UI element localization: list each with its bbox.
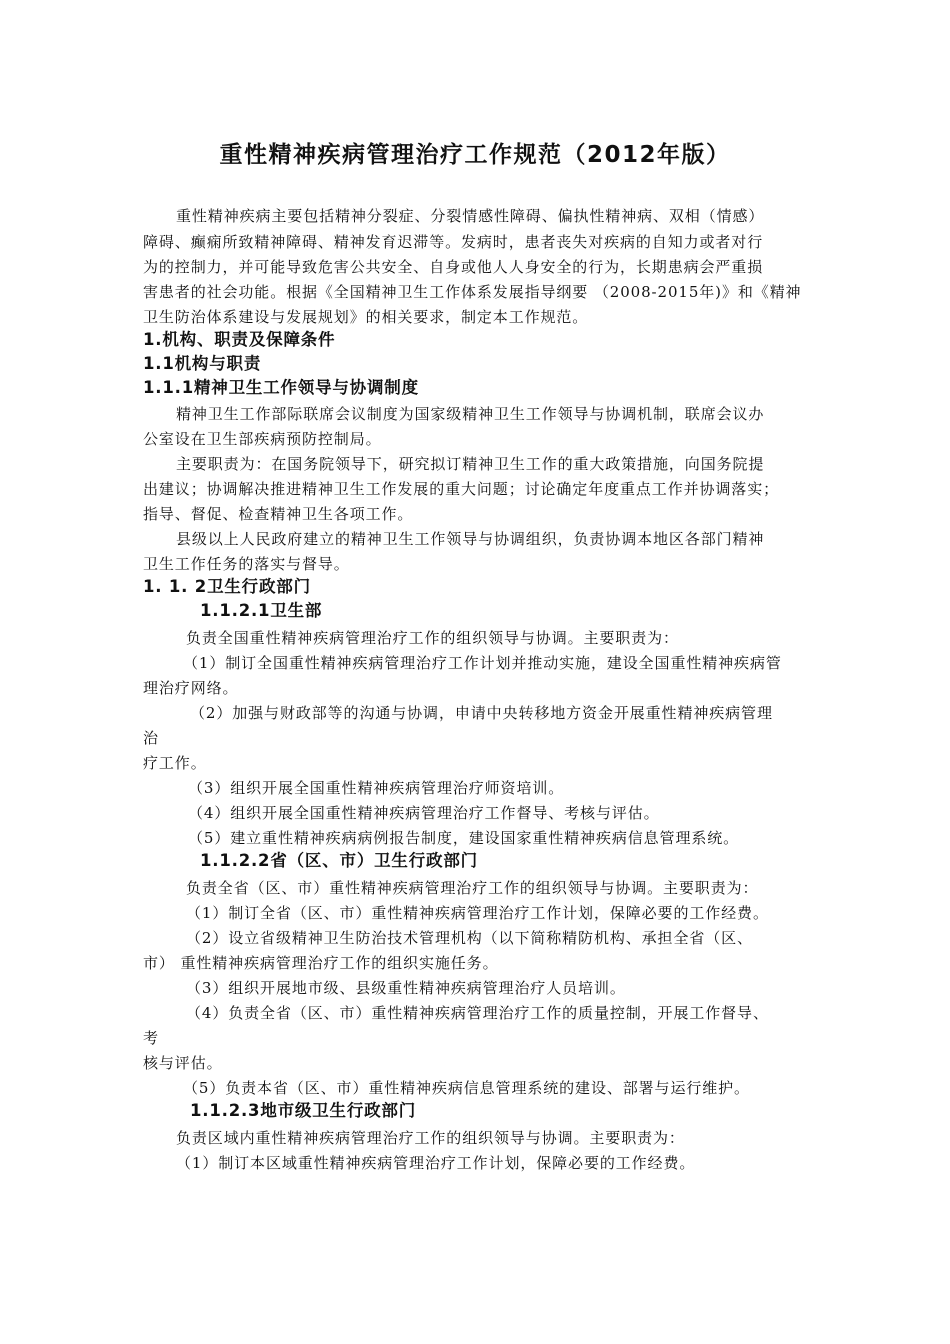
body-line: （5）负责本省（区、市）重性精神疾病信息管理系统的建设、部署与运行维护。: [183, 1079, 750, 1097]
body-line: （1）制订全国重性精神疾病管理治疗工作计划并推动实施，建设全国重性精神疾病管: [183, 654, 782, 672]
body-line: （3）组织开展全国重性精神疾病管理治疗师资培训。: [188, 779, 565, 797]
body-line: （4）负责全省（区、市）重性精神疾病管理治疗工作的质量控制，开展工作督导、: [186, 1004, 769, 1022]
intro-line: 障碍、癫痫所致精神障碍、精神发育迟滞等。发病时，患者丧失对疾病的自知力或者对行: [143, 233, 764, 251]
body-line: 主要职责为：在国务院领导下，研究拟订精神卫生工作的重大政策措施，向国务院提: [176, 455, 765, 473]
body-line: 指导、督促、检查精神卫生各项工作。: [143, 505, 414, 523]
section-heading-1-1-2-2: 1.1.2.2省（区、市）卫生行政部门: [200, 851, 478, 870]
body-line: （2）设立省级精神卫生防治技术管理机构（以下简称精防机构、承担全省（区、: [186, 929, 753, 947]
intro-line: 害患者的社会功能。根据《全国精神卫生工作体系发展指导纲要 （2008-2015年)》和《精神: [143, 283, 802, 301]
body-line: 卫生工作任务的落实与督导。: [143, 555, 350, 573]
body-line: 理治疗网络。: [143, 679, 239, 697]
body-line: 考: [143, 1029, 159, 1047]
intro-line: 重性精神疾病主要包括精神分裂症、分裂情感性障碍、偏执性精神病、双相（情感）: [176, 207, 765, 225]
body-line: 精神卫生工作部际联席会议制度为国家级精神卫生工作领导与协调机制，联席会议办: [176, 405, 765, 423]
body-line: 出建议；协调解决推进精神卫生工作发展的重大问题；讨论确定年度重点工作并协调落实；: [143, 480, 780, 498]
body-line: 公室设在卫生部疾病预防控制局。: [143, 430, 382, 448]
body-line: （2）加强与财政部等的沟通与协调，申请中央转移地方资金开展重性精神疾病管理: [190, 704, 773, 722]
section-heading-1: 1.机构、职责及保障条件: [143, 330, 336, 349]
body-line: 负责全省（区、市）重性精神疾病管理治疗工作的组织领导与协调。主要职责为：: [186, 879, 759, 897]
body-line: （4）组织开展全国重性精神疾病管理治疗工作督导、考核与评估。: [188, 804, 660, 822]
section-heading-1-1-2: 1. 1. 2卫生行政部门: [143, 577, 311, 596]
intro-line: 为的控制力，并可能导致危害公共安全、自身或他人人身安全的行为，长期患病会严重损: [143, 258, 764, 276]
body-line: 县级以上人民政府建立的精神卫生工作领导与协调组织，负责协调本地区各部门精神: [176, 530, 765, 548]
intro-line: 卫生防治体系建设与发展规划》的相关要求，制定本工作规范。: [143, 308, 589, 326]
body-line: 疗工作。: [143, 754, 207, 772]
body-line: （5）建立重性精神疾病病例报告制度，建设国家重性精神疾病信息管理系统。: [188, 829, 740, 847]
section-heading-1-1-1: 1.1.1精神卫生工作领导与协调制度: [143, 378, 419, 397]
body-line: （1）制订全省（区、市）重性精神疾病管理治疗工作计划，保障必要的工作经费。: [186, 904, 769, 922]
body-line: 负责全国重性精神疾病管理治疗工作的组织领导与协调。主要职责为：: [186, 629, 679, 647]
section-heading-1-1-2-1: 1.1.2.1卫生部: [200, 601, 323, 620]
body-line: 负责区域内重性精神疾病管理治疗工作的组织领导与协调。主要职责为：: [176, 1129, 685, 1147]
section-heading-1-1-2-3: 1.1.2.3地市级卫生行政部门: [190, 1101, 417, 1120]
body-line: （1）制订本区域重性精神疾病管理治疗工作计划，保障必要的工作经费。: [176, 1154, 696, 1172]
body-line: 治: [143, 729, 159, 747]
body-line: （3）组织开展地市级、县级重性精神疾病管理治疗人员培训。: [186, 979, 626, 997]
body-line: 市） 重性精神疾病管理治疗工作的组织实施任务。: [143, 954, 499, 972]
document-title: 重性精神疾病管理治疗工作规范（2012年版）: [219, 142, 731, 168]
body-line: 核与评估。: [143, 1054, 223, 1072]
section-heading-1-1: 1.1机构与职责: [143, 354, 262, 373]
